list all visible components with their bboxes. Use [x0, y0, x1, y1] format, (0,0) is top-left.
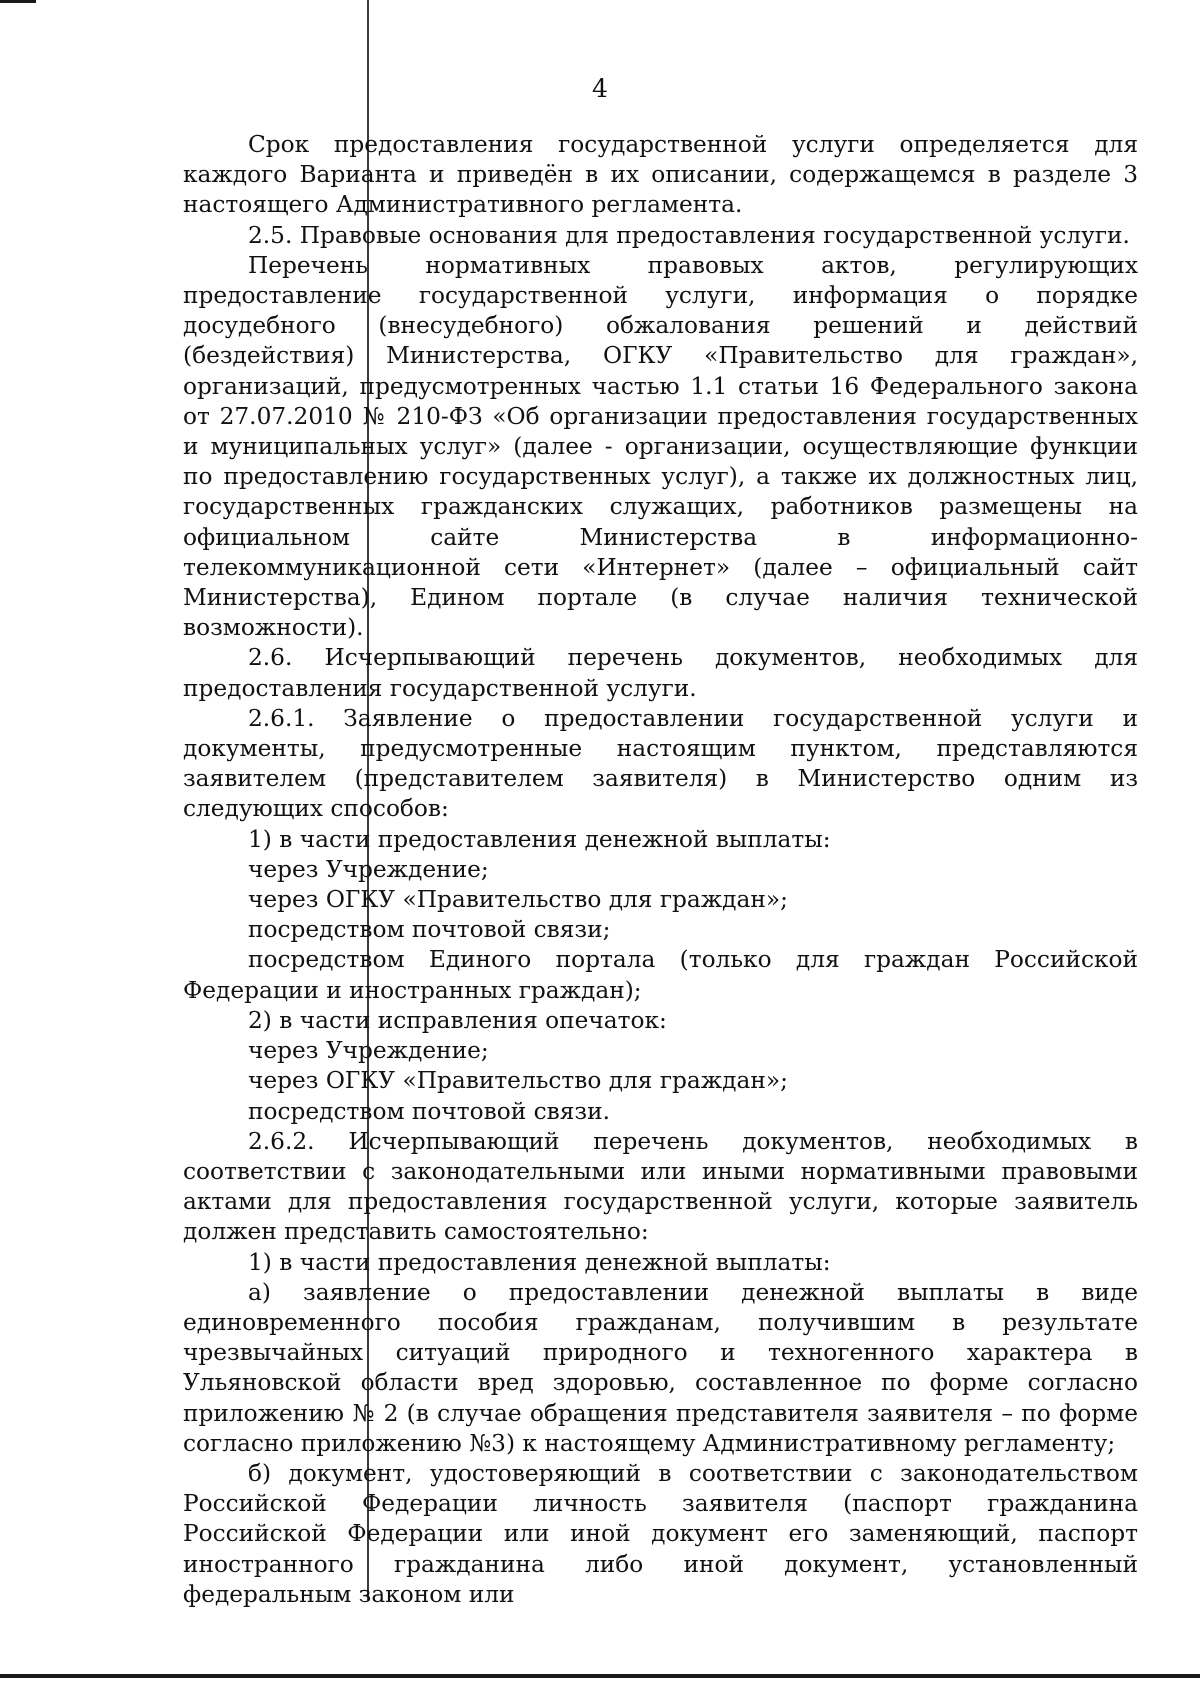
list-item: посредством почтовой связи; [248, 916, 611, 944]
list-item: через Учреждение; [248, 1037, 489, 1065]
section-heading: 2.6. Исчерпывающий перечень документов, необходимых для предоставления государственной услуги. [183, 644, 1138, 702]
paragraph: Перечень нормативных правовых актов, регулирующих предоставление государственной услуги, информация о порядке досудебного (внесудебного) обжалования решений и действий (бездействия) Министерства, ОГКУ «Правительство для граждан», организаций, предусмотренных частью 1.1 статьи 16 Федерального закона от 27.07.2010 № 210-ФЗ «Об организации предоставления государственных и муниципальных услуг» (далее - организации, осуществляющие функции по предоставлению государственных услуг), а также их должностных лиц, государственных гражданских служащих, работников размещены на официальном сайте Министерства в информационно-телекоммуникационной сети «Интернет» (далее – официальный сайт Министерства), Едином портале (в случае наличия технической возможности). [183, 251, 1138, 642]
paragraph: 2.6.1. Заявление о предоставлении государственной услуги и документы, предусмотренные настоящим пунктом, представляются заявителем (представителем заявителя) в Министерство одним из следующих способов: [183, 704, 1138, 823]
list-item: б) документ, удостоверяющий в соответствии с законодательством Российской Федерации личность заявителя (паспорт гражданина Российской Федерации или иной документ его заменяющий, паспорт иностранного гражданина либо иной документ, установленный федеральным законом или [183, 1459, 1138, 1608]
list-item: через ОГКУ «Правительство для граждан»; [248, 1067, 788, 1095]
paragraph: 2.6.2. Исчерпывающий перечень документов, необходимых в соответствии с законодательными или иными нормативными правовыми актами для предоставления государственной услуги, которые заявитель должен представить самостоятельно: [183, 1127, 1138, 1246]
list-heading: 1) в части предоставления денежной выплаты: [248, 825, 831, 853]
list-item: а) заявление о предоставлении денежной выплаты в виде единовременного пособия гражданам, получившим в результате чрезвычайных ситуаций природного и техногенного характера в Ульяновской области вред здоровью, составленное по форме согласно приложению № 2 (в случае обращения представителя заявителя – по форме согласно приложению №3) к настоящему Административному регламенту; [183, 1278, 1138, 1457]
list-item: посредством почтовой связи. [248, 1097, 610, 1125]
list-item: посредством Единого портала (только для граждан Российской Федерации и иностранных граждан); [183, 946, 1138, 1004]
scan-mark-top-left [0, 0, 36, 3]
paragraph: Срок предоставления государственной услуги определяется для каждого Варианта и приведён в их описании, содержащемся в разделе 3 настоящего Административного регламента. [183, 131, 1138, 219]
list-item: через ОГКУ «Правительство для граждан»; [248, 886, 788, 914]
page-number: 4 [592, 74, 608, 103]
list-item: через Учреждение; [248, 855, 489, 883]
list-heading: 2) в части исправления опечаток: [248, 1006, 667, 1034]
scan-border-bottom [0, 1674, 1200, 1678]
document-body [183, 130, 1138, 1610]
list-heading: 1) в части предоставления денежной выплаты: [248, 1248, 831, 1276]
section-heading: 2.5. Правовые основания для предоставления государственной услуги. [248, 221, 1130, 249]
